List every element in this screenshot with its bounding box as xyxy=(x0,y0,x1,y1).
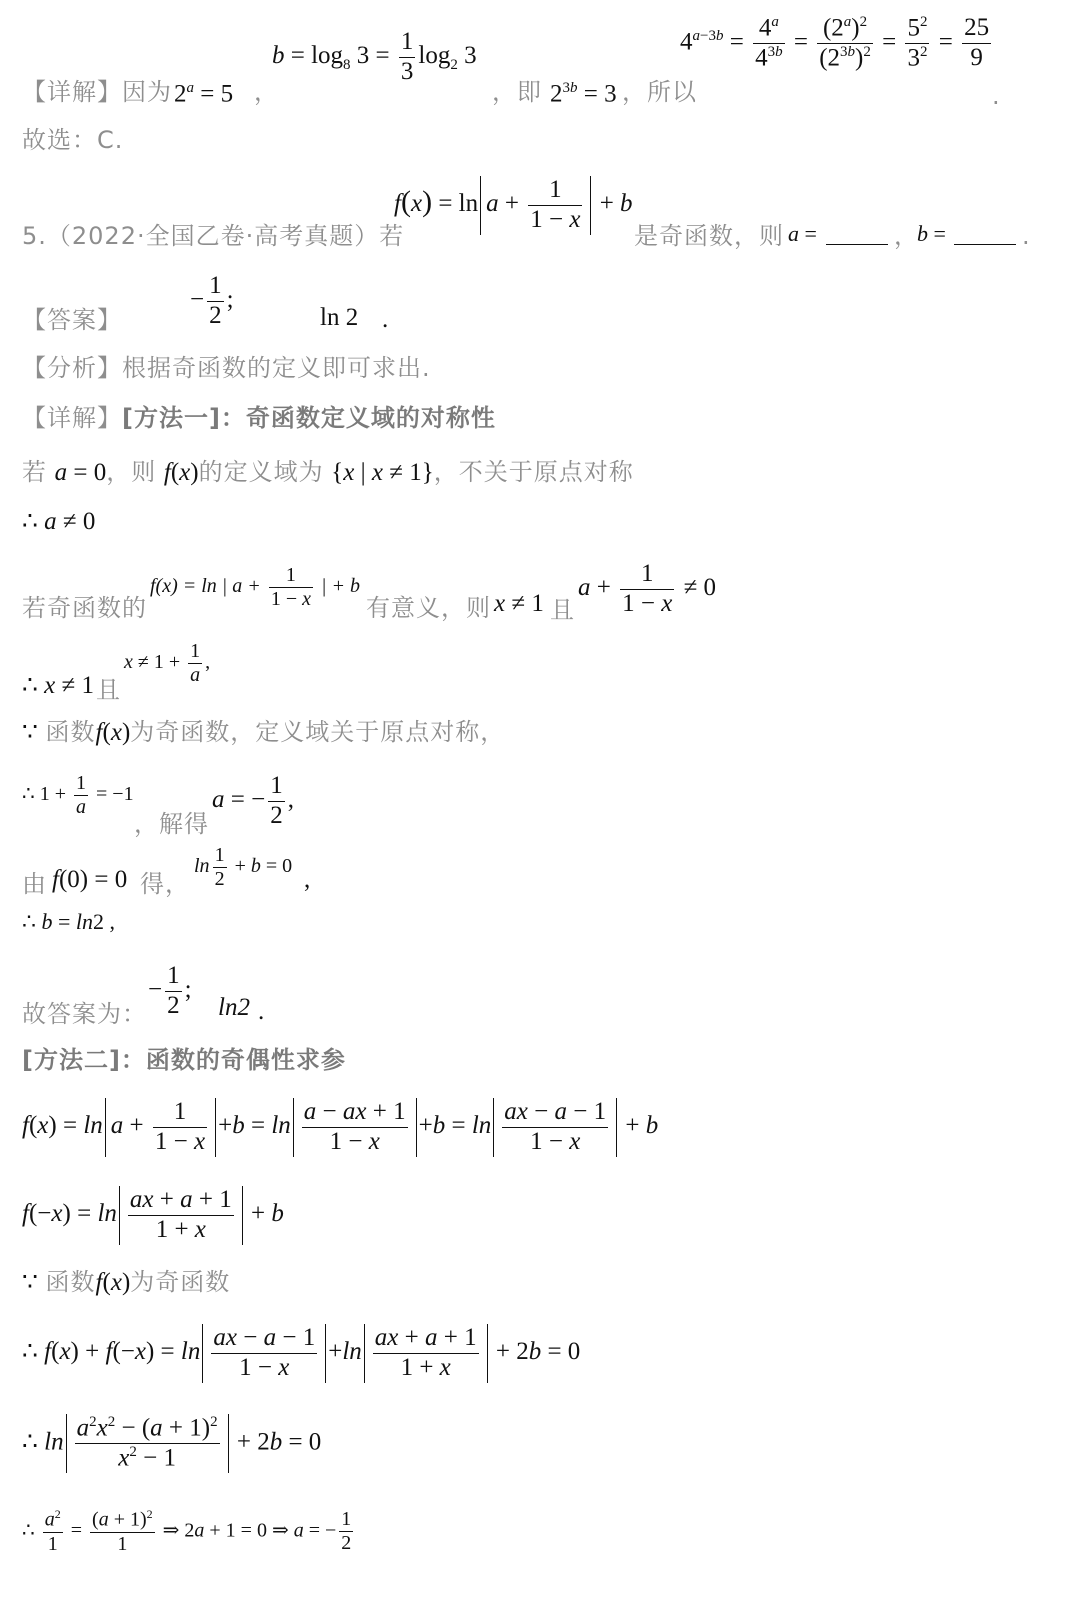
analysis-line: 【分析】根据奇函数的定义即可求出. xyxy=(22,354,431,382)
m1-line4: ∴ x ≠ 1 且 x ≠ 1 + $\frac{1}{a}$ , xyxy=(22,640,211,704)
m2-because: ∵ 函数f(x)为奇函数 xyxy=(22,1268,231,1296)
method1-title: [方法一]：奇函数定义域的对称性 xyxy=(122,404,496,432)
answer-a: − $\frac{1}{2}$ ; xyxy=(190,272,234,329)
m1-line5: ∵ 函数f(x)为奇函数，定义域关于原点对称， xyxy=(22,718,506,746)
m1-line7: 由 f(0) = 0 得， ln $\frac{1}{2}$ + b = 0 , xyxy=(22,844,311,898)
eq-4-power: $4^{a-3b}$ = $\frac{4^a}{4^{3b}}$ = $\frac{(2^a)^2}{(2^{3b})^2}$ = $\frac{5^2}{3^2}$ = $\frac{25}{9}$ xyxy=(680,14,990,72)
method1-heading: 【详解】[方法一]：奇函数定义域的对称性 xyxy=(22,404,496,432)
guxuan-line: 故选：C. xyxy=(22,126,124,154)
q5-prefix: 5.（2022·全国乙卷·高考真题）若 xyxy=(22,222,405,250)
m1-line6: ∴ 1 + $\frac{1}{a}$ = −1 ，解得 a = − $\frac{1}{2}$ , xyxy=(22,772,294,838)
answer-label: 【答案】 xyxy=(22,306,122,334)
blank-b xyxy=(954,222,1016,245)
eq-b-log: $b = \log_8 3$ = $\frac{1}{3}$ $\log_2 3$ xyxy=(272,28,477,85)
method2-title: [方法二]：函数的奇偶性求参 xyxy=(22,1046,346,1074)
m2-eq4: ∴ ln $\frac{a^2x^2 - (a + 1)^2}{x^2 - 1}$ + 2b = 0 xyxy=(22,1414,322,1472)
question-5: 5.（2022·全国乙卷·高考真题）若 f(x) = ln a + $\frac{1}{1 - x}$ + b 是奇函数，则 a = ， b = . xyxy=(22,176,1031,250)
m1-final: 故答案为： − $\frac{1}{2}$ ; ln2 . xyxy=(22,962,265,1028)
m2-eq3: ∴ f(x) + f(−x) = ln $\frac{ax - a - 1}{1 - x}$ +ln $\frac{ax + a + 1}{1 + x}$ + 2b = 0 xyxy=(22,1324,581,1381)
eq-2-3b: $2^{3b} = 3$ xyxy=(550,80,617,108)
m2-eq1: f(x) = ln a + $\frac{1}{1 - x}$ +b = ln $\frac{a - ax + 1}{1 - x}$ +b = ln $\frac{ax - a - 1}{1 - x}$ + b xyxy=(22,1098,659,1155)
m2-eq5: ∴ $\frac{a^2}{1}$ = $\frac{(a + 1)^2}{1}$ ⇒ 2a + 1 = 0 ⇒ a = − $\frac{1}{2}$ xyxy=(22,1507,352,1555)
m1-line2: ∴ a ≠ 0 xyxy=(22,508,96,535)
m1-line1: 若 a = 0，则 f(x)的定义域为 {x | x ≠ 1}，不关于原点对称 xyxy=(22,458,634,486)
m1-line3: 若奇函数的 f(x) = ln | a + $\frac{1}{1 - x}$ | + b 有意义，则 x ≠ 1 且 a + $\frac{1}{1 - x}$ ≠ 0 xyxy=(22,560,717,624)
blank-a xyxy=(826,222,888,245)
answer-b: ln 2 xyxy=(320,304,359,331)
m1-line8: ∴ b = ln2 , xyxy=(22,909,116,934)
q5-function: f(x) = ln a + $\frac{1}{1 - x}$ + b xyxy=(394,176,633,233)
eq-2a-5: $2^a = 5$ xyxy=(174,80,234,108)
m2-eq2: f(−x) = ln $\frac{ax + a + 1}{1 + x}$ + b xyxy=(22,1186,284,1243)
detail-label: 【详解】因为 xyxy=(22,78,172,106)
